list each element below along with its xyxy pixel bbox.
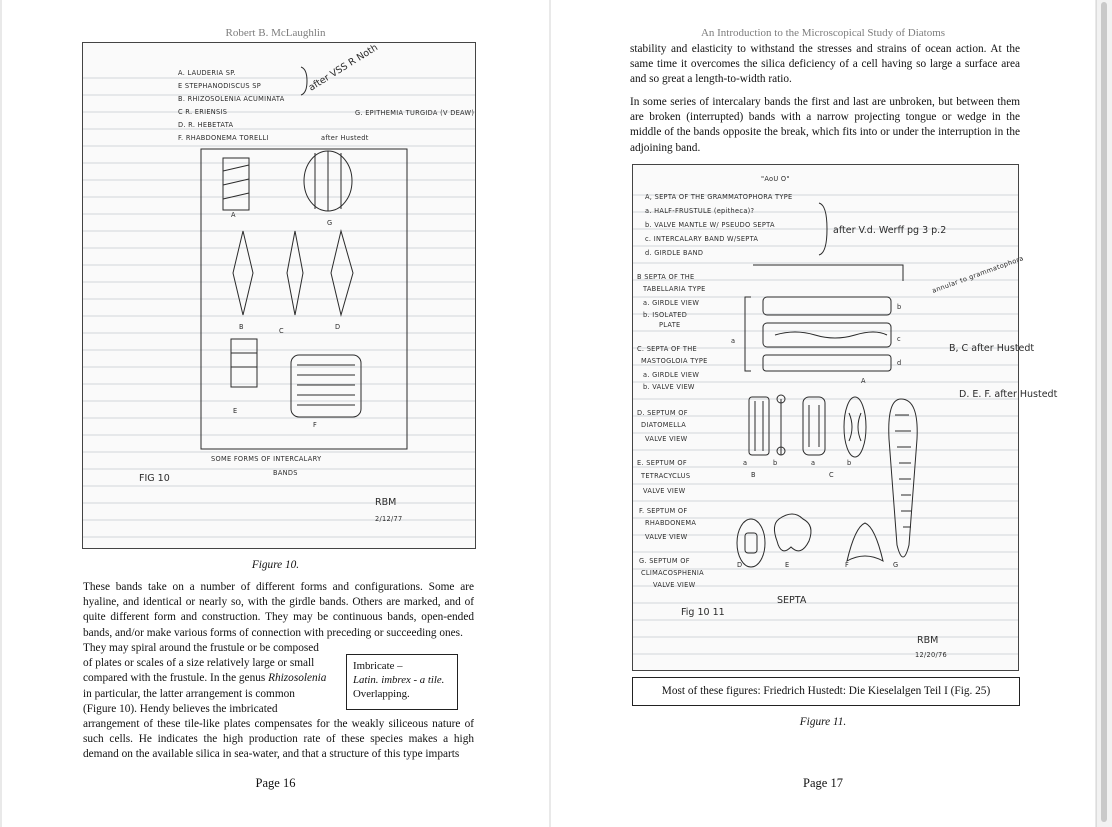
svg-text:C. SEPTA OF THE: C. SEPTA OF THE	[637, 345, 697, 353]
date: 2/12/77	[375, 515, 403, 523]
fig-11-label: Fig 10 11	[681, 607, 725, 618]
svg-text:A, SEPTA OF THE GRAMMATOPHORA: A, SEPTA OF THE GRAMMATOPHORA TYPE	[645, 193, 793, 201]
svg-text:a. HALF-FRUSTULE (epitheca)?: a. HALF-FRUSTULE (epitheca)?	[645, 207, 755, 215]
svg-text:VALVE VIEW: VALVE VIEW	[645, 435, 688, 443]
figure-11-legend-d	[637, 409, 688, 443]
svg-text:b. ISOLATED: b. ISOLATED	[643, 311, 688, 319]
panel-letters	[231, 211, 340, 429]
paragraph-bands: These bands take on a number of different forms and configurations. Some are hyaline, and identical or nearly so, with the girdle bands. Others are marked, and of quite different form and construction. They may be continuous bands, open-ended bands, and/or make various forms of connection with preceding or succeeding ones.	[83, 581, 474, 639]
date-11: 12/20/76	[915, 651, 948, 659]
svg-text:F. SEPTUM OF: F. SEPTUM OF	[639, 507, 688, 515]
svg-text:B SEPTA OF THE: B SEPTA OF THE	[637, 273, 695, 281]
svg-text:F: F	[313, 421, 318, 429]
svg-text:C: C	[829, 471, 834, 479]
legend-line-b: B. RHIZOSOLENIA ACUMINATA	[178, 95, 285, 103]
legend-line-c: C R. ERIENSIS	[178, 108, 228, 116]
svg-text:D: D	[737, 561, 743, 569]
svg-text:PLATE: PLATE	[659, 321, 681, 329]
paragraph-stability: stability and elasticity to withstand the stresses and strains of ocean action. At the same time it overcomes the silica deficiency of a cell having so large a surface area and so great a length-to-width ratio.	[630, 43, 1020, 86]
figure-11-legend-b	[637, 273, 706, 329]
figure-11-legend-c	[637, 345, 708, 391]
svg-text:B: B	[751, 471, 756, 479]
wrap-line-5: (Figure 10). Hendy believes the imbricated	[83, 702, 278, 715]
legend-line-e: E STEPHANODISCUS SP	[178, 82, 261, 90]
svg-text:C: C	[279, 327, 284, 335]
figure-11-legend-f	[639, 507, 696, 541]
svg-text:G: G	[327, 219, 333, 227]
side-note-grammatophora: annular to grammatophora	[930, 254, 1025, 295]
svg-text:DIATOMELLA: DIATOMELLA	[641, 421, 687, 429]
page-17	[551, 0, 1095, 827]
paragraph-interrupted-bands: In some series of intercalary bands the first and last are unbroken, but between them are broken (interrupted) bands with a narrow projecting tongue or wedge in the middle of the bands opposite the break, which fits into or under the interruption in the adjoining band.	[630, 96, 1020, 154]
band-drawings	[223, 151, 361, 417]
scrollbar-thumb[interactable]	[1101, 2, 1107, 822]
septa-a-drawing	[745, 265, 903, 371]
panel-caption-1: SOME FORMS OF INTERCALARY	[211, 455, 322, 463]
figure-11-image	[632, 164, 1058, 671]
svg-text:d: d	[897, 359, 902, 367]
svg-text:c: c	[897, 335, 901, 343]
svg-text:a. GIRDLE VIEW: a. GIRDLE VIEW	[643, 299, 700, 307]
wrap-line-2: of plates or scales of a size relatively large or small	[83, 657, 315, 670]
paragraph-imbricated: arrangement of these tile-like plates compensates for the weakly siliceous nature of such cells. He indicates the high production rate of these species makes a high demand on the available silica in sea-water, and that a structure of this type imparts	[83, 718, 474, 761]
page-number-17: Page 17	[803, 776, 843, 790]
svg-text:E: E	[785, 561, 790, 569]
initials-11: RBM	[917, 635, 939, 646]
wrap-text	[83, 641, 338, 717]
svg-text:RHABDONEMA: RHABDONEMA	[645, 519, 697, 527]
svg-text:a: a	[731, 337, 736, 345]
svg-text:d. GIRDLE BAND: d. GIRDLE BAND	[645, 249, 704, 257]
svg-text:b: b	[897, 303, 902, 311]
legend-line-a: A. LAUDERIA SP.	[178, 69, 236, 77]
svg-text:A: A	[861, 377, 866, 385]
svg-text:B: B	[239, 323, 244, 331]
epithemia-note: G. EPITHEMIA TURGIDA (V DEAW)	[355, 109, 475, 117]
fig-10-label: FIG 10	[139, 473, 170, 484]
figure-11-legend-a	[645, 193, 792, 257]
figure-11-caption: Figure 11.	[799, 716, 847, 728]
svg-text:b: b	[773, 459, 778, 467]
svg-text:CLIMACOSPHENIA: CLIMACOSPHENIA	[641, 569, 704, 577]
svg-text:A: A	[231, 211, 236, 219]
svg-text:D. SEPTUM OF: D. SEPTUM OF	[637, 409, 688, 417]
page-number-16: Page 16	[255, 776, 296, 790]
top-note: "AoU O"	[761, 175, 790, 183]
svg-text:MASTOGLOIA TYPE: MASTOGLOIA TYPE	[641, 357, 708, 365]
panel-caption-2: BANDS	[273, 469, 298, 477]
svg-text:TABELLARIA TYPE: TABELLARIA TYPE	[643, 285, 706, 293]
septa-drawings-bcdefg	[737, 395, 917, 567]
svg-text:G: G	[893, 561, 899, 569]
after-note-2: after Hustedt	[321, 134, 369, 142]
figure-10-legend	[178, 42, 474, 142]
svg-text:E. SEPTUM OF: E. SEPTUM OF	[637, 459, 687, 467]
figure-11-legend-g	[639, 557, 704, 589]
svg-text:b: b	[847, 459, 852, 467]
svg-text:b. VALVE VIEW: b. VALVE VIEW	[643, 383, 695, 391]
svg-text:F: F	[845, 561, 850, 569]
septa-title: SEPTA	[777, 595, 807, 606]
after-note-hustedt-def: D. E. F. after Hustedt	[959, 389, 1058, 400]
after-note-vd-werff: after V.d. Werff pg 3 p.2	[833, 225, 947, 236]
hustedt-source-note: Most of these figures: Friedrich Hustedt: Die Kieselalgen Teil I (Fig. 25)	[632, 677, 1020, 706]
legend-line-f: F. RHABDONEMA TORELLI	[178, 134, 269, 142]
figure-10-caption: Figure 10.	[251, 559, 300, 571]
svg-text:TETRACYCLUS: TETRACYCLUS	[641, 472, 691, 480]
svg-text:VALVE VIEW: VALVE VIEW	[653, 581, 696, 589]
svg-text:a: a	[811, 459, 816, 467]
initials: RBM	[375, 497, 397, 508]
svg-text:VALVE VIEW: VALVE VIEW	[645, 533, 688, 541]
svg-text:G. SEPTUM OF: G. SEPTUM OF	[639, 557, 690, 565]
legend-brace	[301, 67, 307, 95]
page-16	[2, 0, 549, 827]
figure-11-panel-letters	[731, 303, 902, 569]
svg-text:a: a	[743, 459, 748, 467]
wrap-line-1: They may spiral around the frustule or be composed	[83, 642, 319, 654]
vertical-scrollbar[interactable]	[1096, 0, 1112, 827]
legend-line-d: D. R. HEBETATA	[178, 121, 234, 129]
figure-11-legend-e	[637, 459, 690, 495]
svg-text:VALVE VIEW: VALVE VIEW	[643, 487, 686, 495]
svg-text:b. VALVE MANTLE W/ PSEUDO SEPT: b. VALVE MANTLE W/ PSEUDO SEPTA	[645, 221, 775, 229]
after-note-hustedt-bc: B, C after Hustedt	[949, 343, 1035, 354]
after-note-1: after VSS R Noth	[306, 42, 380, 94]
genus-name: Rhizosolenia	[268, 672, 327, 685]
running-head-author: Robert B. McLaughlin	[225, 27, 326, 39]
svg-text:D: D	[335, 323, 341, 331]
wrap-line-3: compared with the frustule. In the genus Rhizosolenia	[83, 672, 327, 685]
imbricate-definition-box: Imbricate – Latin. imbrex - a tile. Overlapping.	[346, 654, 458, 710]
svg-text:a. GIRDLE VIEW: a. GIRDLE VIEW	[643, 371, 700, 379]
figure-10-image	[82, 42, 476, 549]
wrap-line-4: in particular, the latter arrangement is common	[83, 687, 295, 700]
svg-text:E: E	[233, 407, 238, 415]
svg-text:c. INTERCALARY BAND W/SEPTA: c. INTERCALARY BAND W/SEPTA	[645, 235, 759, 243]
running-head-title: An Introduction to the Microscopical Study of Diatoms	[700, 27, 946, 39]
